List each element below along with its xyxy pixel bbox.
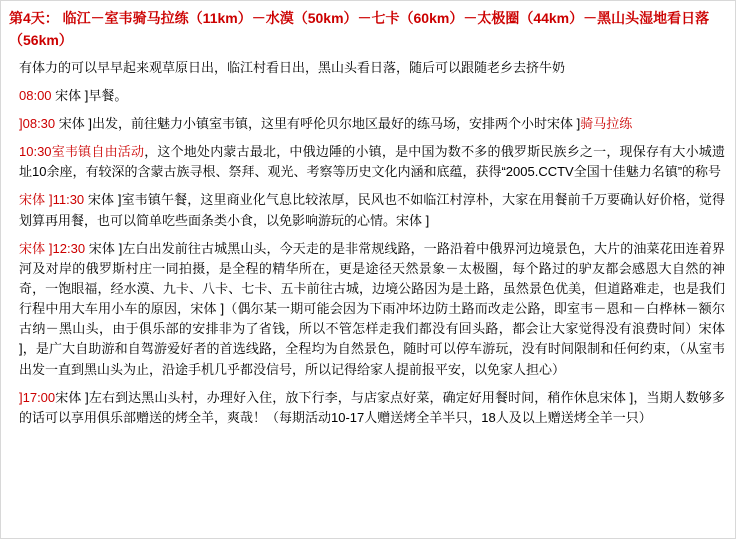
font-marker: 宋体 — [19, 192, 46, 208]
time-label-0800: 08:00 — [19, 87, 52, 103]
text-run: ，这个地处内蒙古最北，中俄边陲的小镇，是中国为数不多的俄罗斯民族乡之一，现保存有大小城遗址10余座，有较深的含蒙古族寻根、祭拜、观光、考察等历史文化内涵和底蕴，获得“2005.CCTV全国十佳魅力名镇”的称号 — [19, 144, 725, 180]
text-run: 宋体 ]室韦镇午餐，这里商业化气息比较浓厚，民风也不如临江村淳朴，大家在用餐前千万要确认好价格，觉得划算再用餐，也可以简单吃些面条类小食，以免影响游玩的心情。宋体 ] — [19, 192, 725, 228]
text-run: 宋体 ]左白出发前往古城黑山头，今天走的是非常规线路，一路沿着中俄界河边境景色，大片的油菜花田连着界河及对岸的俄罗斯村庄一同拍摄，是全程的精华所在，更是途径天然景象－太极圈，每个路过的驴友都会感恩大自然的神奇，一饱眼福，经水漠、九卡、八卡、七卡、五卡前往古城，边境公路因为是土路，虽然景色优美，但道路难走，也是我们行程中用大车用小车的原因，宋体 ]（偶尔某一期可能会因为下雨冲坏边防土路而改走公路，即室韦－恩和－白桦林－额尔古纳－黑山头，由于俱乐部的安排非为了省钱，所以不管怎样走我们都没有回头路，都会让大家觉得没有浪费时间 — [19, 240, 725, 337]
paragraph-0830 — [9, 114, 725, 134]
time-label-1030: 10:30 — [19, 144, 52, 160]
paragraph-0800 — [9, 86, 725, 106]
time-label-1700: ]17:00 — [19, 389, 56, 405]
text-run: 有体力的可以早早起来观草原日出，临江村看日出，黑山头看日落，随后可以跟随老乡去挤牛奶 — [19, 59, 566, 75]
font-marker: 宋体 — [19, 240, 46, 256]
time-label-1130: ]11:30 — [45, 192, 85, 208]
paragraph-intro — [9, 58, 725, 78]
paragraph-1700 — [9, 388, 725, 428]
text-run: 宋体 ]出发，前往魅力小镇室韦镇，这里有呼伦贝尔地区最好的练马场，安排两个小时宋体 ] — [55, 116, 581, 132]
highlight-horse-training: 骑马拉练 — [580, 116, 633, 132]
paragraph-1130 — [9, 190, 725, 230]
text-run: 宋体 ]左右到达黑山头村，办理好入住，放下行李，与店家点好菜，确定好用餐时间，稍作休息宋体 ]，当期人数够多的话可以享用俱乐部赠送的烤全羊，爽哉！（每期活动10-17人赠送烤全羊半只，18人及以上赠送烤全羊一只） — [19, 389, 725, 425]
text-run: ）宋体 ]，是广大自助游和自驾游爱好者的首选线路，全程均为自然景色，随时可以停车游玩，没有时间限制和任何约束，（从室韦出发一直到黑山头为止，沿途手机几乎都没信号，所以记得给家人提前报平安，以免家人担心） — [19, 321, 725, 377]
page-title: 第4天： 临江－室韦骑马拉练（11km）－水漠（50km）－七卡（60km）－太极圈（44km）－黑山头湿地看日落（56km） — [9, 10, 710, 49]
paragraph-1030 — [9, 142, 725, 182]
highlight-free-activity: 室韦镇自由活动 — [51, 144, 145, 160]
time-label-0830: ]08:30 — [19, 116, 56, 132]
paragraph-1230 — [9, 239, 725, 380]
time-label-1230: ]12:30 — [45, 240, 86, 256]
text-run: 宋体 ]早餐。 — [51, 87, 128, 103]
